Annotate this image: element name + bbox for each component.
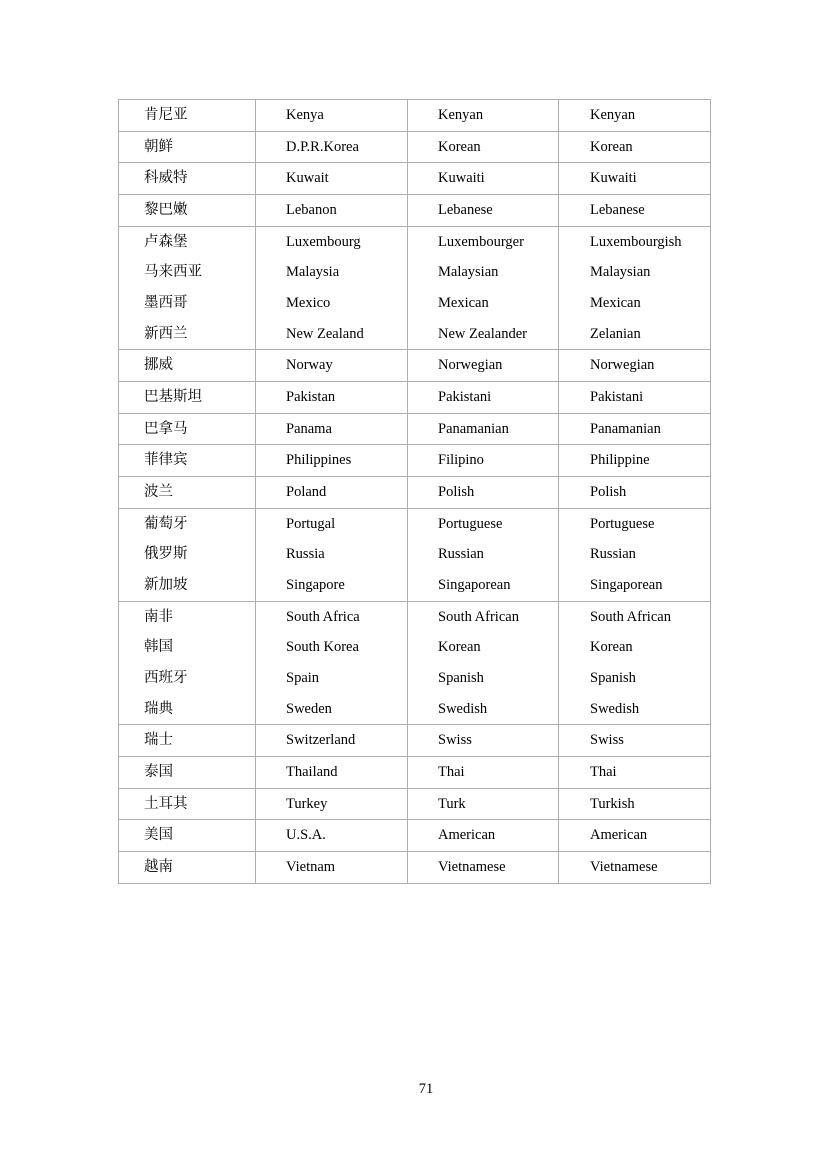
table-cell <box>256 226 408 350</box>
table-cell <box>256 757 408 789</box>
table-cell-line: Kuwaiti <box>590 170 637 187</box>
table-cell <box>119 195 256 227</box>
table-cell <box>256 788 408 820</box>
table-cell-line: Zelanian <box>590 325 641 342</box>
table-cell-line: Thai <box>438 764 465 781</box>
table-cell-line: Norwegian <box>438 357 503 374</box>
table-row <box>119 477 711 509</box>
table-cell <box>256 413 408 445</box>
table-cell-line: 肯尼亚 <box>144 107 188 123</box>
table-cell <box>408 195 559 227</box>
table-cell-line: 科威特 <box>144 170 188 187</box>
table-cell-line: Swedish <box>590 700 640 717</box>
table-cell-line: Vietnam <box>286 859 336 876</box>
table-cell-line: Thailand <box>286 764 338 781</box>
table-cell-line: Swiss <box>590 732 624 749</box>
table-cell <box>119 757 256 789</box>
table-row <box>119 226 711 350</box>
table-cell <box>559 477 711 509</box>
table-cell-line: 波兰 <box>144 484 173 501</box>
table-cell-line: Korean <box>438 138 481 155</box>
table-cell <box>408 100 559 132</box>
table-cell <box>119 100 256 132</box>
table-cell-line: Singaporean <box>438 577 511 594</box>
table-cell <box>119 445 256 477</box>
table-cell <box>119 350 256 382</box>
table-row <box>119 100 711 132</box>
table-cell-line: 越南 <box>144 859 173 876</box>
table-cell-line: Pakistani <box>590 389 644 406</box>
table-cell-line: Portuguese <box>590 515 655 532</box>
table-cell <box>256 131 408 163</box>
table-cell-line: Mexico <box>286 295 331 312</box>
table-row <box>119 163 711 195</box>
table-cell-line: 马来西亚 <box>144 264 202 281</box>
country-nationality-table <box>118 99 711 884</box>
table-cell-line: 南非 <box>144 608 173 625</box>
table-cell-line: Sweden <box>286 700 332 717</box>
table-cell-line: 韩国 <box>144 639 173 656</box>
table-row <box>119 195 711 227</box>
table-cell-line: U.S.A. <box>286 827 326 844</box>
table-cell <box>256 601 408 725</box>
table-row <box>119 508 711 601</box>
table-row <box>119 131 711 163</box>
table-cell-line: 挪威 <box>144 357 173 374</box>
table-cell <box>119 413 256 445</box>
table-cell-line: 瑞士 <box>144 732 173 749</box>
table-cell-line: Spanish <box>438 670 484 687</box>
table-cell-line: Malaysia <box>286 264 340 281</box>
table-cell <box>119 226 256 350</box>
table-cell <box>408 350 559 382</box>
table-cell-line: Polish <box>438 484 475 501</box>
table-cell-line: Panamanian <box>590 420 661 437</box>
table-cell <box>408 508 559 601</box>
table-cell <box>119 820 256 852</box>
table-cell-line: Kenya <box>286 107 324 123</box>
table-body <box>119 100 711 884</box>
table-cell-line: Vietnamese <box>438 859 506 876</box>
table-cell <box>256 477 408 509</box>
table-cell-line: Russia <box>286 546 325 563</box>
table-cell <box>119 131 256 163</box>
table-row <box>119 725 711 757</box>
table-cell-line: Turkey <box>286 795 328 812</box>
table-cell-line: Swedish <box>438 700 488 717</box>
table-row <box>119 413 711 445</box>
table-cell <box>559 725 711 757</box>
table-cell <box>256 820 408 852</box>
table-cell-line: Poland <box>286 484 327 501</box>
table-cell-line: 葡萄牙 <box>144 515 188 532</box>
table-cell <box>559 445 711 477</box>
table-cell <box>256 382 408 414</box>
table-cell <box>408 413 559 445</box>
table-cell <box>256 852 408 884</box>
table-cell-line: Switzerland <box>286 732 356 749</box>
table-cell <box>119 163 256 195</box>
table-cell-line: Russian <box>590 546 636 563</box>
table-cell-line: South Africa <box>286 608 360 625</box>
table-cell-line: 朝鲜 <box>144 138 173 155</box>
table-cell-line: Kenyan <box>438 107 484 123</box>
table-cell <box>559 601 711 725</box>
table-cell-line: South African <box>438 608 519 625</box>
table-cell <box>256 725 408 757</box>
table-cell <box>559 852 711 884</box>
table-cell <box>559 757 711 789</box>
table-cell-line: New Zealand <box>286 325 364 342</box>
table-cell <box>559 820 711 852</box>
table-cell-line: 瑞典 <box>144 700 173 717</box>
table-cell-line: Korean <box>590 138 633 155</box>
table-row <box>119 757 711 789</box>
table-cell-line: Swiss <box>438 732 472 749</box>
table-cell <box>559 195 711 227</box>
table-cell-line: Lebanese <box>590 202 645 219</box>
table-row <box>119 601 711 725</box>
table-cell-line: 俄罗斯 <box>144 546 188 563</box>
table-row <box>119 445 711 477</box>
table-cell-line: Luxembourger <box>438 233 524 250</box>
table-cell-line: 泰国 <box>144 764 173 781</box>
table-cell-line: Malaysian <box>438 264 499 281</box>
page-number: 71 <box>418 1081 434 1097</box>
table-cell-line: Thai <box>590 764 617 781</box>
table-cell-line: American <box>590 827 648 844</box>
table-cell-line: Mexican <box>590 295 641 312</box>
table-cell <box>408 131 559 163</box>
table-row <box>119 820 711 852</box>
table-cell <box>559 508 711 601</box>
table-cell-line: Philippine <box>590 452 650 469</box>
table-cell <box>559 413 711 445</box>
table-cell <box>256 100 408 132</box>
table-cell-line: 土耳其 <box>144 795 188 812</box>
table-cell-line: Mexican <box>438 295 489 312</box>
table-cell <box>119 601 256 725</box>
table-cell-line: 菲律宾 <box>144 452 188 469</box>
table-row <box>119 382 711 414</box>
table-cell-line: South African <box>590 608 671 625</box>
table-cell-line: New Zealander <box>438 325 527 342</box>
table-cell <box>408 382 559 414</box>
table-cell <box>559 226 711 350</box>
table-cell <box>408 445 559 477</box>
table-cell-line: Kenyan <box>590 107 636 123</box>
table-cell-line: Polish <box>590 484 627 501</box>
table-cell-line: 西班牙 <box>144 670 188 687</box>
table-cell-line: Panama <box>286 420 332 437</box>
table-cell-line: Pakistani <box>438 389 492 406</box>
table-row <box>119 350 711 382</box>
table-cell <box>408 477 559 509</box>
table-cell <box>559 131 711 163</box>
table-cell-line: Spain <box>286 670 320 687</box>
table-cell <box>559 788 711 820</box>
table-cell <box>119 788 256 820</box>
table-cell-line: Norway <box>286 357 333 374</box>
table-cell <box>119 852 256 884</box>
table-cell <box>408 852 559 884</box>
table-cell-line: Turk <box>438 795 466 812</box>
table-cell-line: Turkish <box>590 795 635 812</box>
table-cell-line: American <box>438 827 496 844</box>
table-cell-line: Spanish <box>590 670 636 687</box>
table-cell-line: Russian <box>438 546 484 563</box>
table-cell-line: Norwegian <box>590 357 655 374</box>
table-cell-line: 墨西哥 <box>144 295 188 312</box>
table-row <box>119 852 711 884</box>
table-cell <box>559 382 711 414</box>
table-cell-line: Singaporean <box>590 577 663 594</box>
table-cell-line: Portugal <box>286 515 336 532</box>
table-cell-line: 巴基斯坦 <box>144 389 202 406</box>
table-cell <box>256 163 408 195</box>
table-cell-line: South Korea <box>286 639 359 656</box>
table-cell <box>559 100 711 132</box>
table-cell-line: 新西兰 <box>144 325 188 342</box>
table-cell-line: Lebanon <box>286 202 337 219</box>
table-cell-line: Malaysian <box>590 264 651 281</box>
table-cell <box>119 508 256 601</box>
table-cell <box>408 788 559 820</box>
table-cell-line: Filipino <box>438 452 484 469</box>
table-cell <box>408 226 559 350</box>
table-cell <box>408 601 559 725</box>
table-cell <box>119 382 256 414</box>
table-cell-line: 新加坡 <box>144 577 188 594</box>
table-cell-line: Panamanian <box>438 420 509 437</box>
table-cell <box>256 445 408 477</box>
table-cell-line: Lebanese <box>438 202 493 219</box>
table-cell-line: Kuwait <box>286 170 329 187</box>
table-cell-line: Kuwaiti <box>438 170 485 187</box>
table-cell <box>408 725 559 757</box>
table-cell-line: Singapore <box>286 577 345 594</box>
table-cell-line: 卢森堡 <box>144 233 188 250</box>
table-cell <box>408 163 559 195</box>
table-cell-line: Vietnamese <box>590 859 658 876</box>
table-cell-line: 黎巴嫩 <box>144 202 188 219</box>
table-cell <box>408 820 559 852</box>
table-cell <box>119 477 256 509</box>
table-cell <box>559 350 711 382</box>
table-cell-line: Korean <box>590 639 633 656</box>
table-cell <box>256 350 408 382</box>
table-cell-line: Luxembourgish <box>590 233 682 250</box>
table-cell-line: 巴拿马 <box>144 420 188 437</box>
table-cell-line: Luxembourg <box>286 233 361 250</box>
table-cell-line: Philippines <box>286 452 352 469</box>
table-cell <box>256 195 408 227</box>
table-cell-line: 美国 <box>144 827 173 844</box>
table-cell-line: D.P.R.Korea <box>286 138 359 155</box>
table-cell-line: Pakistan <box>286 389 336 406</box>
table-cell-line: Korean <box>438 639 481 656</box>
table-cell <box>408 757 559 789</box>
table-cell <box>256 508 408 601</box>
table-cell-line: Portuguese <box>438 515 503 532</box>
table-cell <box>119 725 256 757</box>
table-row <box>119 788 711 820</box>
table-cell <box>559 163 711 195</box>
